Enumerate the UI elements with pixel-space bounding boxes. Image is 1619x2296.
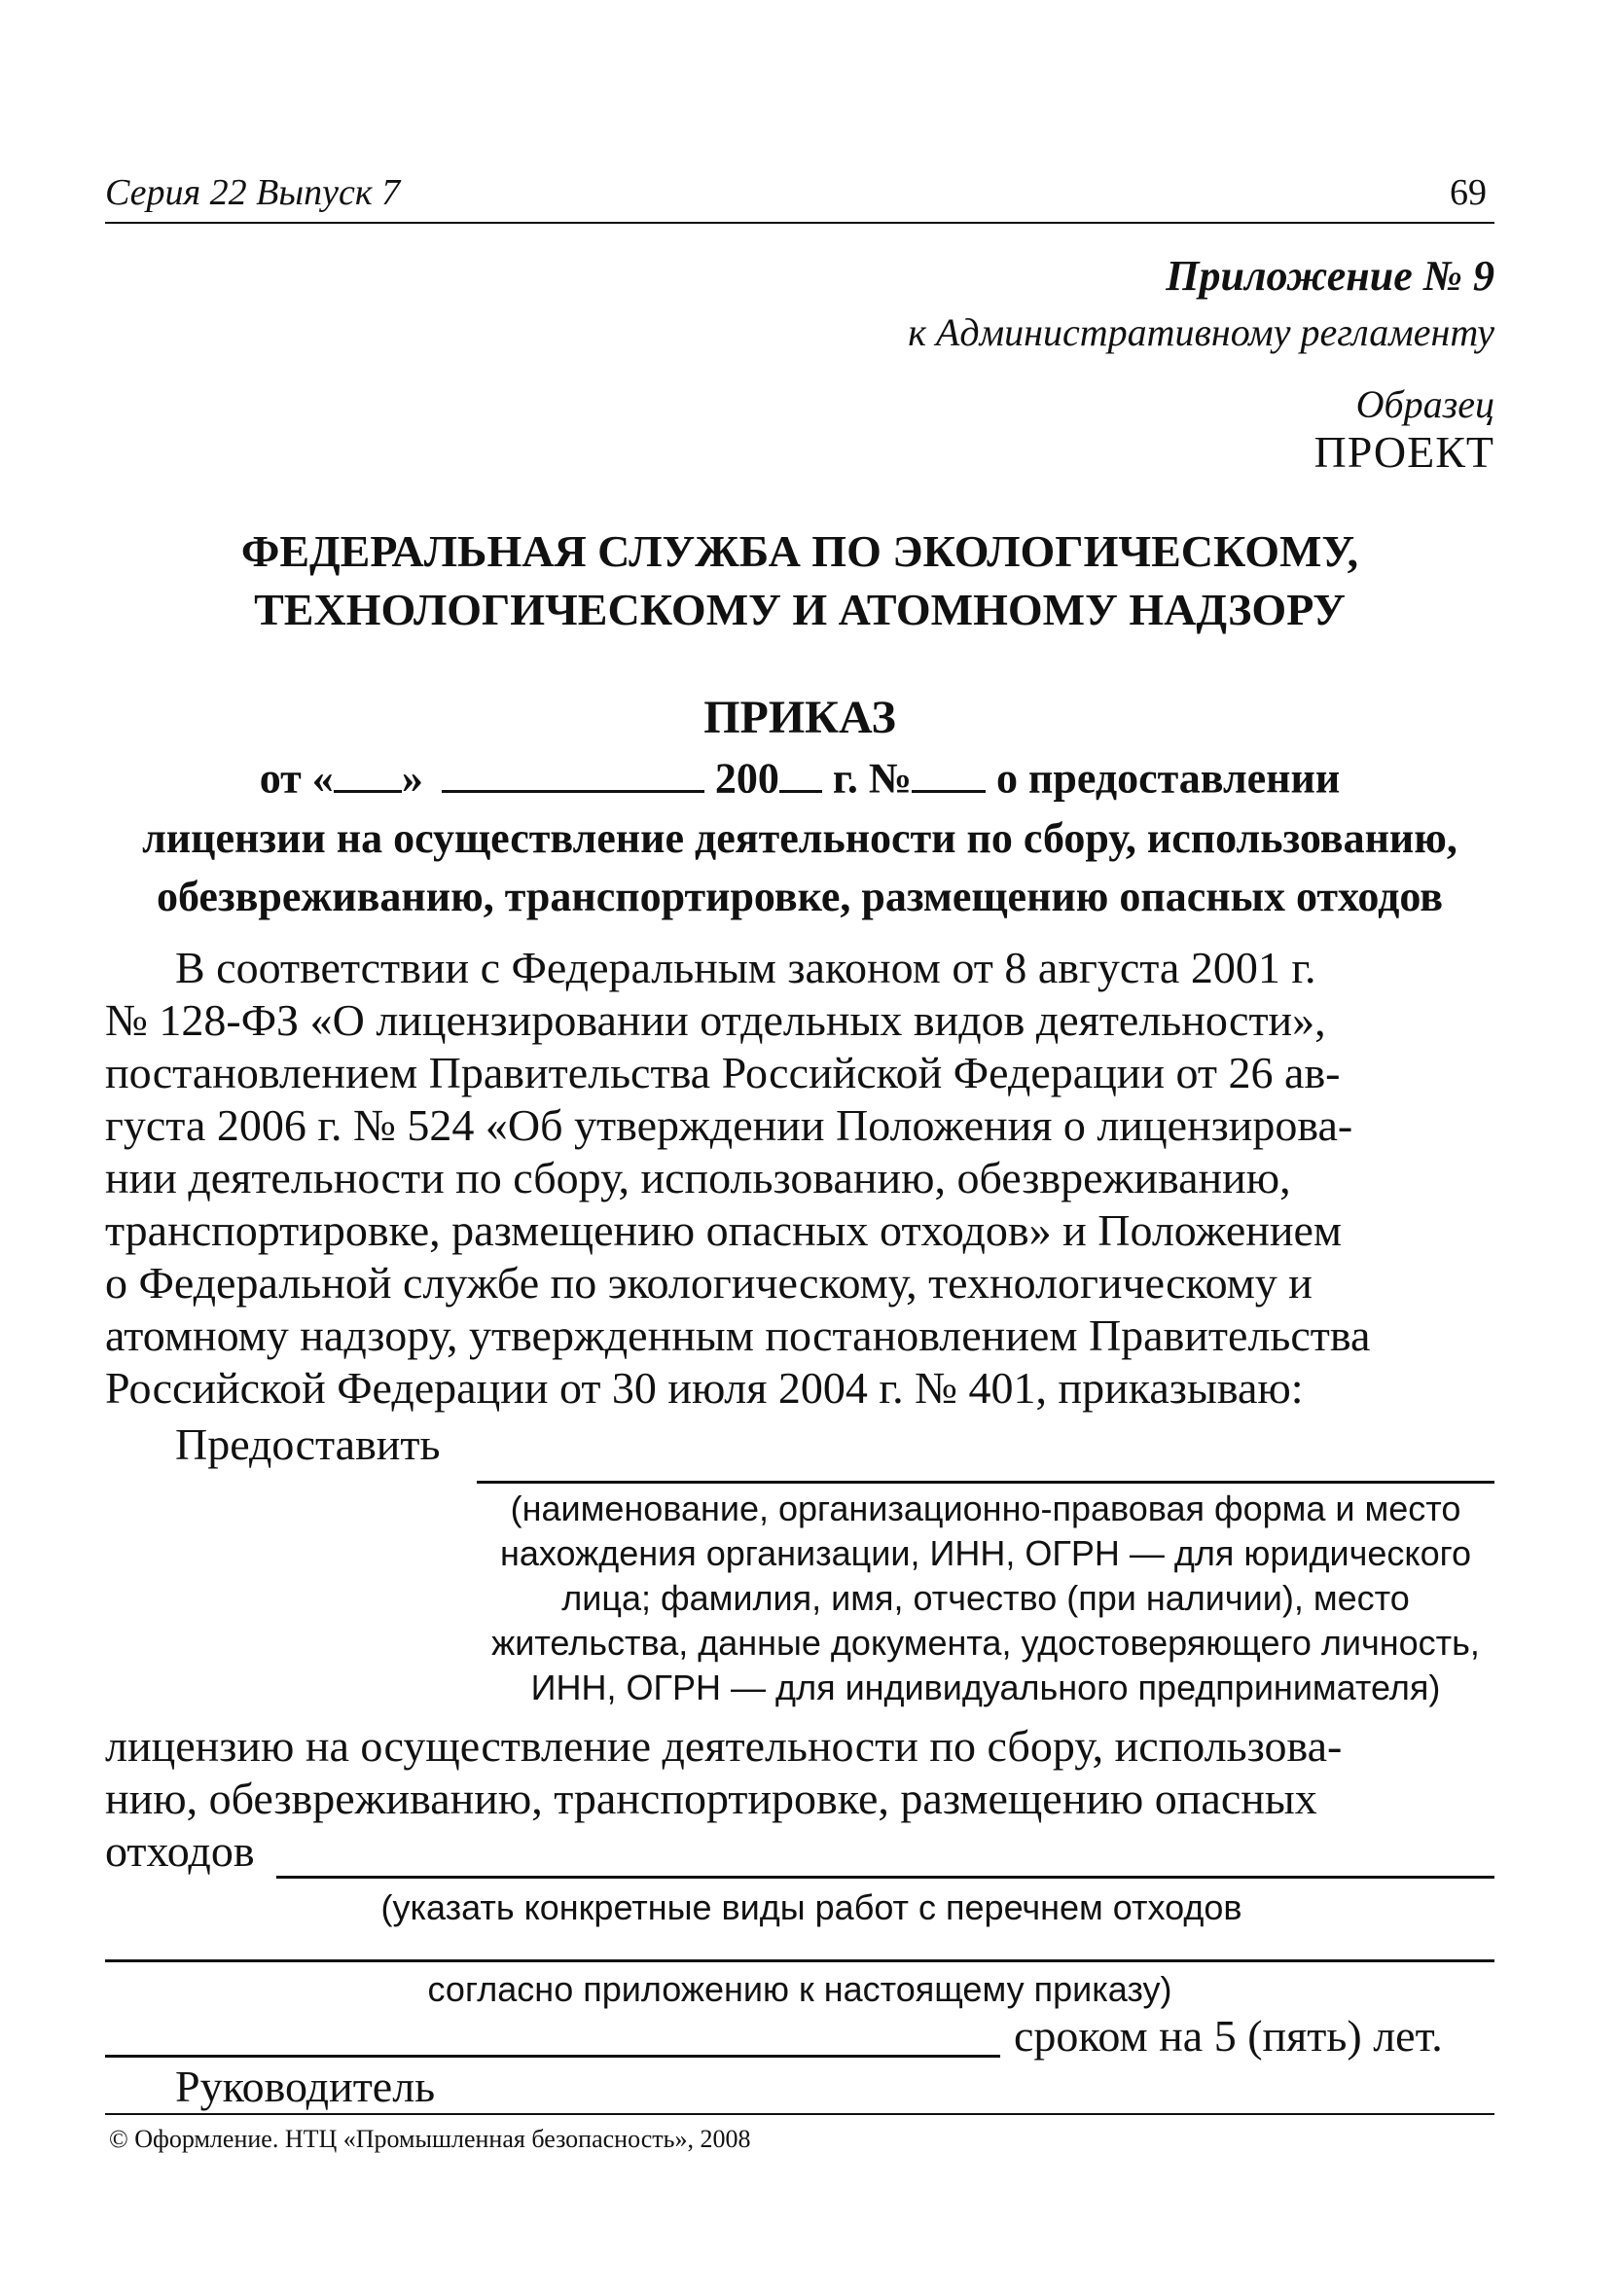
waste-note-end: согласно приложению к настоящему приказу) <box>427 1969 1172 2009</box>
order-title: ПРИКАЗ <box>703 692 896 743</box>
body-line: нии деятельности по сбору, использованию, обезвреживанию, <box>105 1153 1291 1202</box>
quote-close: » <box>401 754 423 803</box>
waste-label: отходов <box>105 1826 255 1876</box>
grant-note-line: ИНН, ОГРН — для индивидуального предпринимателя) <box>530 1668 1441 1707</box>
order-subject-line-2: лицензии на осуществление деятельности по сбору, использованию, <box>142 814 1457 862</box>
order-subject-start: о предоставлении <box>996 754 1341 803</box>
body-line: атомному надзору, утвержденным постановлением Правительства <box>105 1310 1371 1360</box>
footer-rule <box>105 2113 1494 2115</box>
body-line: густа 2006 г. № 524 «Об утверждении Положения о лицензирова- <box>105 1100 1353 1150</box>
day-blank[interactable] <box>334 751 402 793</box>
series-header: Серия 22 Выпуск 7 <box>105 172 401 213</box>
agency-line-1: ФЕДЕРАЛЬНАЯ СЛУЖБА ПО ЭКОЛОГИЧЕСКОМУ, <box>240 526 1359 576</box>
grant-note-line: лица; фамилия, имя, отчество (при наличии), место <box>561 1578 1410 1618</box>
order-subject-line-3: обезвреживанию, транспортировке, размещению опасных отходов <box>157 873 1443 920</box>
waste-fill-line[interactable] <box>276 1876 1494 1879</box>
header-rule <box>105 222 1494 224</box>
copyright-footer: © Оформление. НТЦ «Промышленная безопасность», 2008 <box>109 2125 751 2153</box>
grant-note-line: нахождения организации, ИНН, ОГРН — для юридического <box>500 1533 1471 1573</box>
appendix-subtitle: к Административному регламенту <box>908 310 1494 354</box>
body-line: В соответствии с Федеральным законом от 8 августа 2001 г. <box>175 943 1316 992</box>
sample-label: Образец <box>1355 382 1494 426</box>
grant-note-line: (наименование, организационно-правовая форма и место <box>510 1489 1461 1528</box>
appendix-title: Приложение № 9 <box>1166 252 1494 300</box>
order-date-line <box>105 751 1494 804</box>
waste-fill-line-2[interactable] <box>105 1959 1494 1962</box>
number-blank[interactable] <box>912 751 986 793</box>
waste-note: (указать конкретные виды работ с перечнем отходов <box>380 1887 1242 1927</box>
body-line: транспортировке, размещению опасных отходов» и Положением <box>105 1205 1342 1255</box>
grant-note-line: жительства, данные документа, удостоверяющего личность, <box>491 1623 1480 1663</box>
body-line: № 128-ФЗ «О лицензировании отдельных видов деятельности», <box>105 995 1326 1045</box>
body-line: постановлением Правительства Российской Федерации от 26 ав- <box>105 1048 1341 1097</box>
page-number: 69 <box>1450 172 1487 213</box>
grant-fill-line[interactable] <box>477 1481 1494 1484</box>
grant-label: Предоставить <box>175 1419 441 1469</box>
year-blank[interactable] <box>779 751 822 793</box>
body-line: Российской Федерации от 30 июля 2004 г. № 401, приказываю: <box>105 1363 1304 1413</box>
month-blank[interactable] <box>442 751 704 793</box>
order-year: 200 <box>714 754 779 803</box>
agency-line-2: ТЕХНОЛОГИЧЕСКОМУ И АТОМНОМУ НАДЗОРУ <box>254 585 1346 634</box>
order-from: от « <box>259 754 334 803</box>
term-fill-line[interactable] <box>105 2055 1000 2058</box>
license-line: лицензию на осуществление деятельности по сбору, использова- <box>105 1721 1343 1771</box>
license-line: нию, обезвреживанию, транспортировке, размещению опасных <box>105 1774 1317 1823</box>
license-term: сроком на 5 (пять) лет. <box>1014 2011 1443 2061</box>
head-label: Руководитель <box>175 2062 436 2111</box>
body-line: о Федеральной службе по экологическому, технологическому и <box>105 1258 1313 1308</box>
draft-label: ПРОЕКТ <box>1313 427 1494 477</box>
order-year-suffix: г. № <box>832 754 913 803</box>
